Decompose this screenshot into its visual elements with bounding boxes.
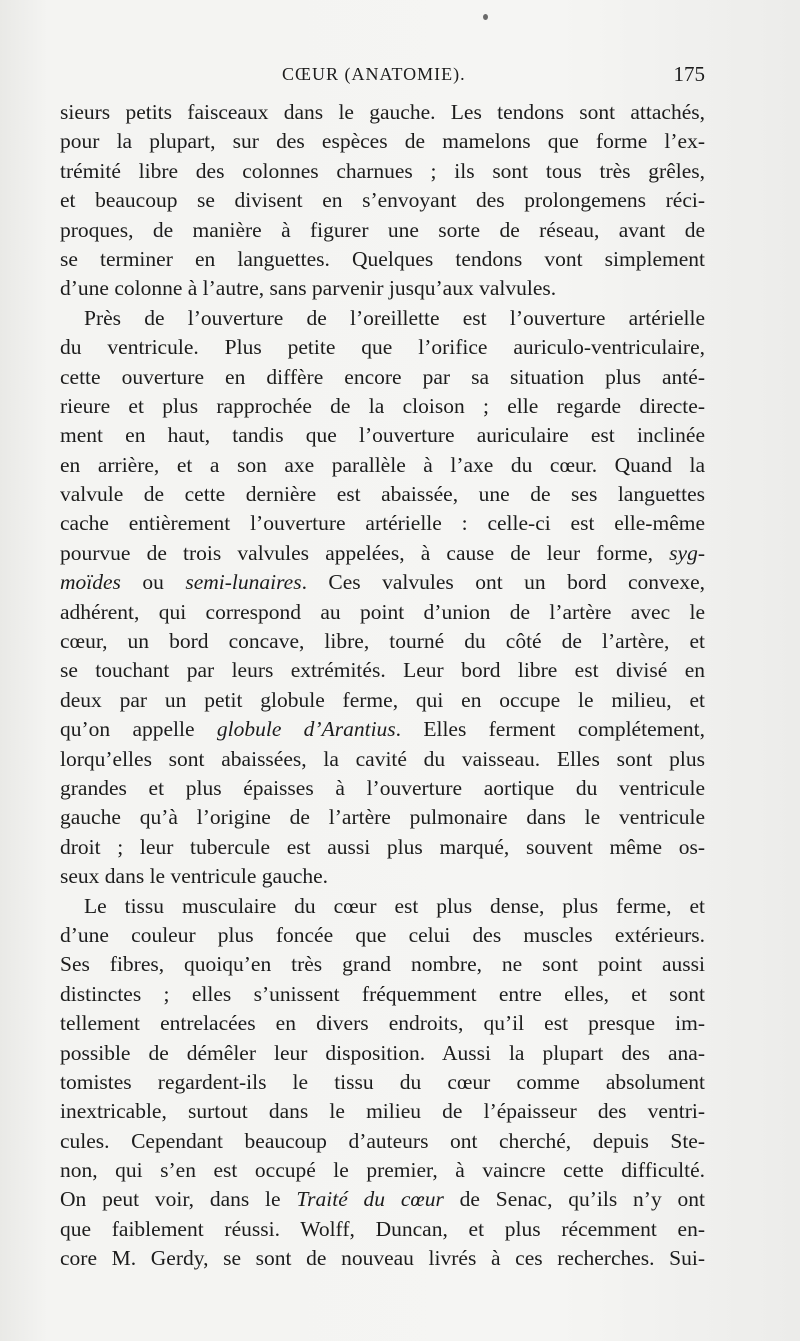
text-line: [60, 1215, 705, 1244]
text-line: [60, 1009, 705, 1038]
italic-span: syg-: [669, 540, 705, 565]
text-span: deux par un petit globule ferme, qui en occupe le milieu, et: [60, 687, 705, 712]
text-line: [60, 333, 705, 362]
text-line: [60, 421, 705, 450]
text-line: [60, 627, 705, 656]
text-span: Ses fibres, quoiqu’en très grand nombre, ne sont point aussi: [60, 952, 705, 977]
text-span: droit ; leur tubercule est aussi plus marqué, souvent même os-: [60, 834, 705, 859]
text-line: [60, 480, 705, 509]
text-span: adhérent, qui correspond au point d’union de l’artère avec le: [60, 599, 705, 624]
text-line: [60, 157, 705, 186]
text-line: [60, 656, 705, 685]
text-line: [60, 833, 705, 862]
text-line: [60, 950, 705, 979]
text-span: du ventricule. Plus petite que l’orifice auriculo-ventriculaire,: [60, 335, 705, 360]
text-span: cules. Cependant beaucoup d’auteurs ont cherché, depuis Ste-: [60, 1128, 705, 1153]
text-span: trémité libre des colonnes charnues ; ils sont tous très grêles,: [60, 158, 705, 183]
text-span: ou: [120, 570, 186, 595]
text-span: pour la plupart, sur des espèces de mamelons que forme l’ex-: [60, 129, 705, 154]
running-title: CŒUR (ANATOMIE).: [282, 64, 466, 84]
text-line: [60, 363, 705, 392]
text-span: se terminer en languettes. Quelques tendons vont simplement: [60, 246, 705, 271]
text-line: [60, 186, 705, 215]
text-line: [60, 1097, 705, 1126]
text-span: . Elles ferment complétement,: [395, 717, 705, 742]
text-line: [60, 274, 705, 303]
running-head: [60, 62, 705, 90]
text-line: [60, 803, 705, 832]
text-line: [60, 1156, 705, 1185]
text-span: pourvue de trois valvules appelées, à cause de leur forme,: [60, 540, 670, 565]
text-span: Le tissu musculaire du cœur est plus dense, plus ferme, et: [84, 893, 705, 918]
text-span: de Senac, qu’ils n’y ont: [443, 1187, 705, 1212]
text-span: non, qui s’en est occupé le premier, à vaincre cette difficulté.: [60, 1158, 705, 1183]
text-line: [60, 686, 705, 715]
text-span: cœur, un bord concave, libre, tourné du côté de l’artère, et: [60, 629, 705, 654]
italic-span: Traité du cœur: [296, 1187, 444, 1212]
text-span: cache entièrement l’ouverture artérielle : celle-ci est elle-même: [60, 511, 705, 536]
text-line: [60, 921, 705, 950]
text-span: tellement entrelacées en divers endroits, qu’il est presque im-: [60, 1011, 705, 1036]
body-text: [60, 98, 705, 1274]
italic-span: moïdes: [60, 570, 121, 595]
text-line: [60, 892, 705, 921]
italic-span: globule d’Arantius: [216, 717, 396, 742]
text-span: valvule de cette dernière est abaissée, une de ses languettes: [60, 482, 705, 507]
text-span: possible de démêler leur disposition. Aussi la plupart des ana-: [60, 1040, 705, 1065]
text-line: [60, 509, 705, 538]
text-span: seux dans le ventricule gauche.: [60, 864, 329, 889]
text-span: lorqu’elles sont abaissées, la cavité du vaisseau. Elles sont plus: [60, 746, 705, 771]
text-span: que faiblement réussi. Wolff, Duncan, et plus récemment en-: [60, 1216, 705, 1241]
page-number: 175: [673, 62, 705, 86]
text-line: [60, 1244, 705, 1273]
text-span: distinctes ; elles s’unissent fréquemment entre elles, et sont: [60, 981, 705, 1006]
text-span: se touchant par leurs extrémités. Leur bord libre est divisé en: [60, 658, 705, 683]
text-line: [60, 1127, 705, 1156]
text-span: core M. Gerdy, se sont de nouveau livrés à ces recherches. Sui-: [60, 1246, 705, 1271]
text-line: [60, 1185, 705, 1214]
text-span: gauche qu’à l’origine de l’artère pulmonaire dans le ventricule: [60, 805, 705, 830]
text-span: en arrière, et a son axe parallèle à l’axe du cœur. Quand la: [60, 452, 705, 477]
text-span: rieure et plus rapprochée de la cloison ; elle regarde directe-: [60, 393, 705, 418]
text-line: [60, 774, 705, 803]
text-line: [60, 715, 705, 744]
text-span: d’une couleur plus foncée que celui des muscles extérieurs.: [60, 922, 705, 947]
text-span: cette ouverture en diffère encore par sa situation plus anté-: [60, 364, 705, 389]
text-span: qu’on appelle: [60, 717, 217, 742]
text-span: tomistes regardent-ils le tissu du cœur comme absolument: [60, 1069, 705, 1094]
text-line: [60, 568, 705, 597]
italic-span: semi-lunaires: [185, 570, 302, 595]
text-span: et beaucoup se divisent en s’envoyant des prolongemens réci-: [60, 188, 705, 213]
text-span: sieurs petits faisceaux dans le gauche. Les tendons sont attachés,: [60, 100, 705, 124]
text-line: [60, 216, 705, 245]
text-span: d’une colonne à l’autre, sans parvenir jusqu’aux valvules.: [60, 276, 557, 301]
text-line: [60, 539, 705, 568]
text-line: [60, 1068, 705, 1097]
text-span: grandes et plus épaisses à l’ouverture aortique du ventricule: [60, 775, 705, 800]
text-span: ment en haut, tandis que l’ouverture auriculaire est inclinée: [60, 423, 705, 448]
text-line: [60, 245, 705, 274]
text-span: On peut voir, dans le: [60, 1187, 297, 1212]
text-span: Près de l’ouverture de l’oreillette est l’ouverture artérielle: [84, 305, 705, 330]
text-line: [60, 1039, 705, 1068]
text-line: [60, 98, 705, 127]
text-line: [60, 304, 705, 333]
text-line: [60, 862, 705, 891]
ink-speck: [483, 14, 488, 20]
text-line: [60, 598, 705, 627]
text-line: [60, 392, 705, 421]
text-line: [60, 980, 705, 1009]
text-span: . Ces valvules ont un bord convexe,: [301, 570, 705, 595]
text-line: [60, 745, 705, 774]
text-span: proques, de manière à figurer une sorte de réseau, avant de: [60, 217, 705, 242]
text-line: [60, 127, 705, 156]
text-line: [60, 451, 705, 480]
text-span: inextricable, surtout dans le milieu de l’épaisseur des ventri-: [60, 1099, 705, 1124]
